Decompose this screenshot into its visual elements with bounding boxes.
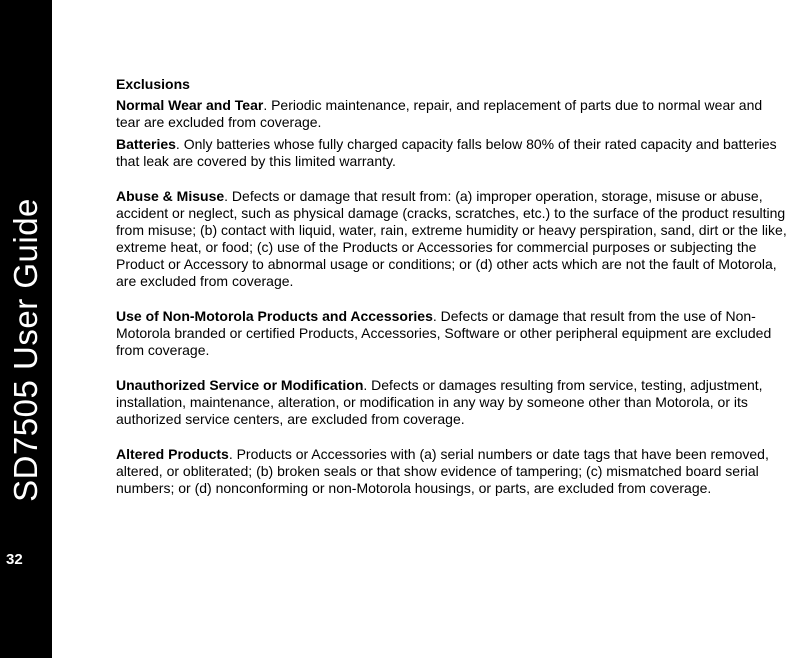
- paragraph-text: . Defects or damage that result from: (a) improper operation, storage, misuse or abuse, accident or neglect, such as physical damage (cracks, scratches, etc.) to the surface of the product resulting from misuse; (b) contact with liquid, water, rain, extreme humidity or heavy perspiration, sand, dirt or the like, extreme heat, or food; (c) use of the Products or Accessories for commercial purposes or subjecting the Product or Accessory to abnormal usage or conditions; or (d) other acts which are not the fault of Motorola, are excluded from coverage.: [116, 188, 787, 289]
- paragraph-text: . Defects or damages resulting from service, testing, adjustment, installation, maintenance, alteration, or modification in any way by someone other than Motorola, or its authorized service centers, are excluded from coverage.: [116, 377, 763, 427]
- paragraph-unauthorized-service: [116, 377, 789, 428]
- paragraph-altered-products: [116, 446, 789, 497]
- paragraph-term: Normal Wear and Tear: [116, 97, 264, 113]
- paragraph-term: Unauthorized Service or Modification: [116, 377, 364, 393]
- section-heading: Exclusions: [116, 76, 190, 92]
- paragraph-text: . Periodic maintenance, repair, and replacement of parts due to normal wear and tear are excluded from coverage.: [116, 97, 763, 130]
- paragraph-normal-wear: [116, 97, 789, 131]
- sidebar-title: SD7505 User Guide: [7, 198, 44, 502]
- paragraph-batteries: [116, 136, 789, 170]
- paragraph-term: Abuse & Misuse: [116, 188, 225, 204]
- page-number: 32: [6, 551, 23, 568]
- paragraph-term: Use of Non-Motorola Products and Accessories: [116, 308, 433, 324]
- paragraph-abuse-misuse: [116, 188, 789, 290]
- paragraph-term: Batteries: [116, 136, 176, 152]
- warranty-exclusions-section: [116, 76, 789, 497]
- paragraph-text: . Only batteries whose fully charged capacity falls below 80% of their rated capacity and batteries that leak are covered by this limited warranty.: [116, 136, 777, 169]
- paragraph-non-motorola: [116, 308, 789, 359]
- sidebar: [0, 0, 52, 658]
- paragraph-text: . Products or Accessories with (a) serial numbers or date tags that have been removed, altered, or obliterated; (b) broken seals or that show evidence of tampering; (c) mismatched board serial numbers; or (d) nonconforming or non-Motorola housings, or parts, are excluded from coverage.: [116, 446, 769, 496]
- paragraph-text: . Defects or damage that result from the use of Non-Motorola branded or certified Products, Accessories, Software or other peripheral equipment are excluded from coverage.: [116, 308, 772, 358]
- paragraph-term: Altered Products: [116, 446, 229, 462]
